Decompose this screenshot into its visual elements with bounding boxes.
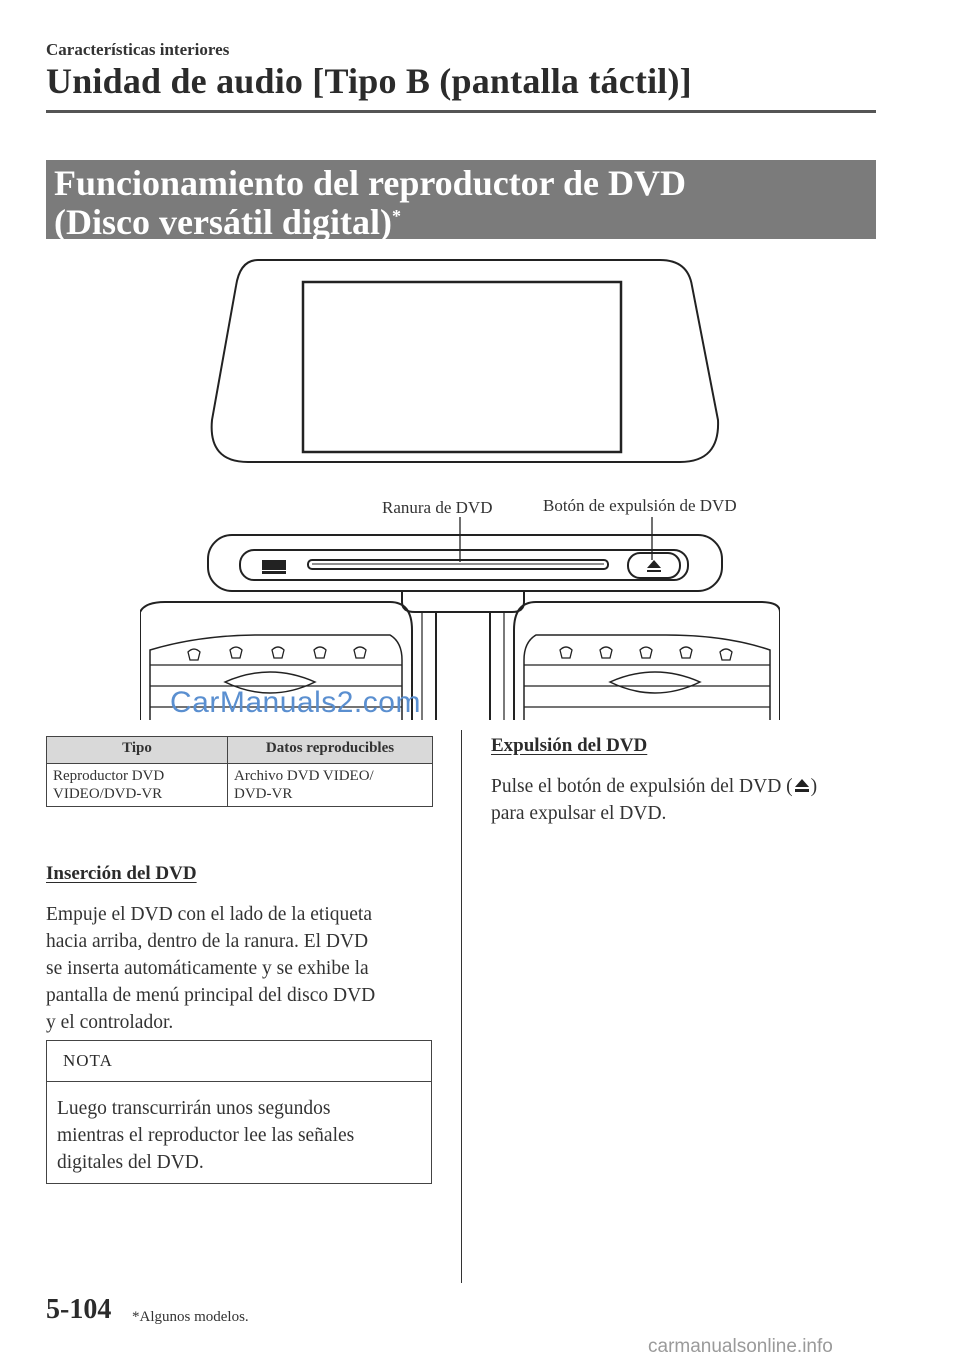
note-line: Luego transcurrirán unos segundos (57, 1098, 331, 1119)
note-box (46, 1040, 432, 1184)
eject-symbol-icon (647, 560, 661, 572)
table-cell-type (47, 764, 228, 807)
cell-type-line-1: Reproductor DVD (53, 768, 165, 784)
eject-line-2: para expulsar el DVD. (491, 803, 667, 824)
eject-line-1-text: Pulse el botón de expulsión del DVD ( (491, 776, 793, 797)
table-header-data: Datos reproducibles (228, 737, 433, 764)
footnote: *Algunos modelos. (132, 1309, 249, 1325)
note-line: mientras el reproductor lee las señales (57, 1125, 355, 1146)
page-title: Unidad de audio [Tipo B (pantalla táctil)] (46, 61, 692, 101)
insert-heading: Inserción del DVD (46, 863, 197, 884)
dvd-slot-label: Ranura de DVD (382, 498, 493, 517)
table-row (47, 764, 433, 807)
insert-line: pantalla de menú principal del disco DVD (46, 985, 376, 1006)
insert-line: se inserta automáticamente y se exhibe la (46, 958, 369, 979)
eject-heading: Expulsión del DVD (491, 735, 648, 756)
insert-line: y el controlador. (46, 1012, 174, 1033)
eject-line-1 (491, 773, 881, 800)
table-header-type: Tipo (47, 737, 228, 764)
note-heading: NOTA (47, 1041, 431, 1082)
column-divider (461, 730, 462, 1283)
eject-paragraph (491, 773, 881, 827)
insert-paragraph (46, 901, 446, 1036)
insert-line: hacia arriba, dentro de la ranura. El DVD (46, 931, 369, 952)
cell-data-line-2: DVD-VR (234, 786, 293, 802)
watermark-text: CarManuals2.com (170, 686, 421, 719)
display-screen (303, 282, 621, 452)
page-number: 5-104 (46, 1294, 112, 1325)
eject-icon (793, 776, 811, 794)
banner-line-2-text: (Disco versátil digital) (54, 202, 392, 242)
section-banner (46, 160, 876, 242)
cell-data-line-1: Archivo DVD VIDEO/ (234, 768, 374, 784)
dvd-unit-illustration (140, 250, 780, 720)
insert-line: Empuje el DVD con el lado de la etiqueta (46, 904, 372, 925)
display-housing (212, 260, 718, 462)
playable-data-table (46, 736, 433, 807)
note-body (57, 1095, 417, 1176)
banner-line-2 (54, 203, 868, 242)
section-label: Características interiores (46, 40, 230, 59)
table-cell-data (228, 764, 433, 807)
asterisk-mark: * (391, 206, 401, 226)
site-watermark: carmanualsonline.info (648, 1336, 833, 1357)
eject-button-label: Botón de expulsión de DVD (543, 496, 737, 515)
banner-line-1: Funcionamiento del reproductor de DVD (54, 163, 687, 203)
cell-type-line-2: VIDEO/DVD-VR (53, 786, 163, 802)
dvd-logo-icon (262, 560, 286, 574)
table-header-row (47, 737, 433, 764)
note-line: digitales del DVD. (57, 1152, 204, 1173)
title-rule (46, 110, 876, 113)
eject-line-1-close: ) (810, 776, 818, 797)
